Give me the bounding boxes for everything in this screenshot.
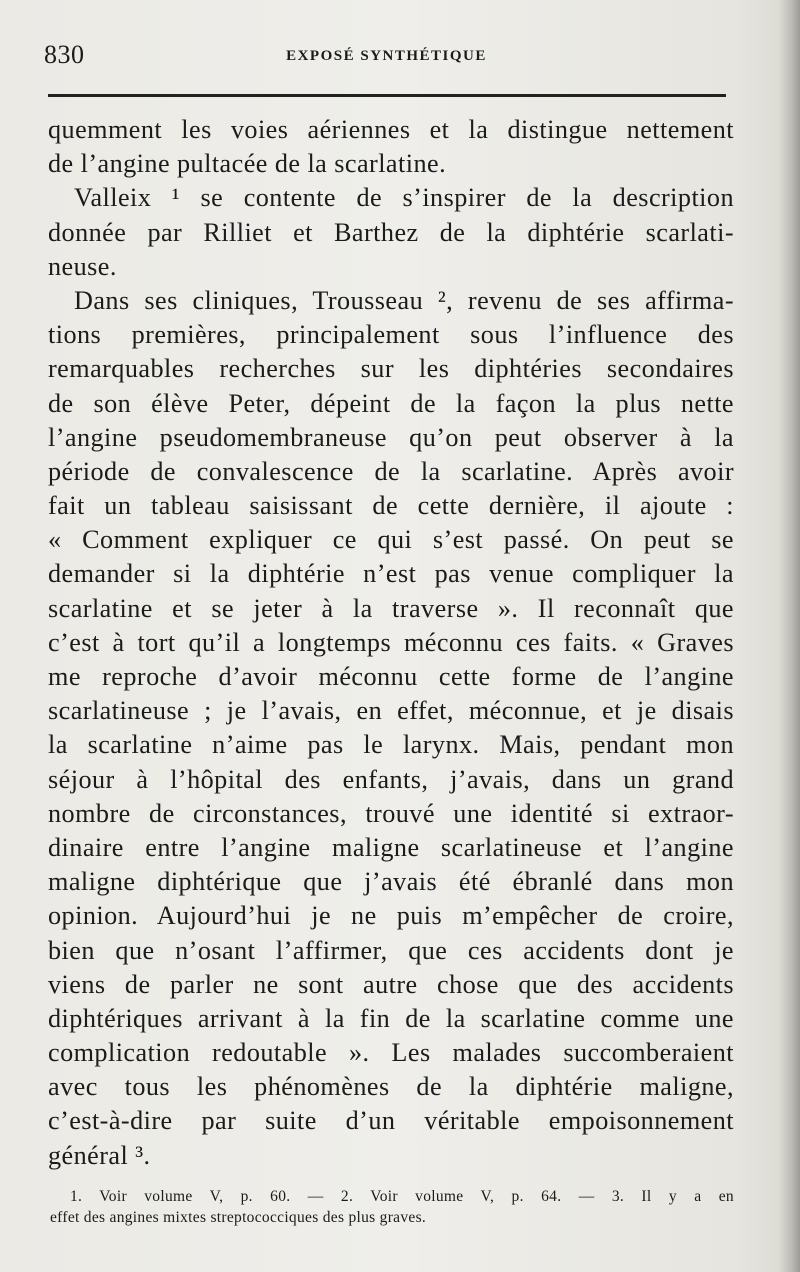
text-line: dinaire entre l’angine maligne scarlatineuse et l’angine [48,832,734,862]
text-line: opinion. Aujourd’hui je ne puis m’empêcher de croire, [48,901,734,931]
text-line: l’angine pseudomembraneuse qu’on peut observer à la [48,422,734,452]
text-line: viens de parler ne sont autre chose que des accidents [48,969,734,999]
text-line: remarquables recherches sur les diphtéries secondaires [48,354,734,384]
footnote-line: effet des angines mixtes streptococciques des plus graves. [50,1209,427,1226]
text-line: Valleix ¹ se contente de s’inspirer de la description [74,183,734,213]
running-head: EXPOSÉ SYNTHÉTIQUE [286,48,487,64]
header-rule [48,94,726,97]
text-line: diphtériques arrivant à la fin de la scarlatine comme une [48,1003,734,1033]
text-line: maligne diphtérique que j’avais été ébranlé dans mon [48,867,734,897]
text-line: période de convalescence de la scarlatine. Après avoir [48,456,734,486]
text-line: séjour à l’hôpital des enfants, j’avais, dans un grand [48,764,734,794]
text-line: bien que n’osant l’affirmer, que ces accidents dont je [48,935,734,965]
text-line: avec tous les phénomènes de la diphtérie maligne, [48,1072,734,1102]
text-line: demander si la diphtérie n’est pas venue compliquer la [48,559,734,589]
footnote-line: 1. Voir volume V, p. 60. — 2. Voir volume V, p. 64. — 3. Il y a en [70,1188,734,1205]
text-line: scarlatineuse ; je l’avais, en effet, méconnue, et je disais [48,696,734,726]
text-line: quemment les voies aériennes et la distingue nettement [48,115,734,144]
body-text [48,113,734,1173]
text-line: nombre de circonstances, trouvé une identité si extraor- [48,798,734,828]
text-line: donnée par Rilliet et Barthez de la diphtérie scarlati- [48,217,734,247]
text-line: neuse. [48,251,117,281]
page-header [44,40,729,70]
text-line: de son élève Peter, dépeint de la façon la plus nette [48,388,734,418]
text-line: me reproche d’avoir méconnu cette forme de l’angine [48,662,734,691]
text-line: scarlatine et se jeter à la traverse ». Il reconnaît que [48,593,734,623]
text-line: c’est-à-dire par suite d’un véritable empoisonnement [48,1106,734,1136]
text-line: complication redoutable ». Les malades succomberaient [48,1038,734,1068]
text-line: fait un tableau saisissant de cette dernière, il ajoute : [48,491,734,521]
text-line: de l’angine pultacée de la scarlatine. [48,149,447,179]
text-line: tions premières, principalement sous l’influence des [48,320,734,350]
text-line: Dans ses cliniques, Trousseau ², revenu de ses affirma- [74,285,734,315]
page-spine-shadow [778,0,800,1272]
text-line: « Comment expliquer ce qui s’est passé. On peut se [48,525,734,555]
footnotes [50,1186,734,1228]
text-line: général ³. [48,1140,151,1170]
text-line: c’est à tort qu’il a longtemps méconnu ces faits. « Graves [48,627,734,657]
page-number: 830 [44,40,85,69]
text-line: la scarlatine n’aime pas le larynx. Mais, pendant mon [48,730,734,760]
